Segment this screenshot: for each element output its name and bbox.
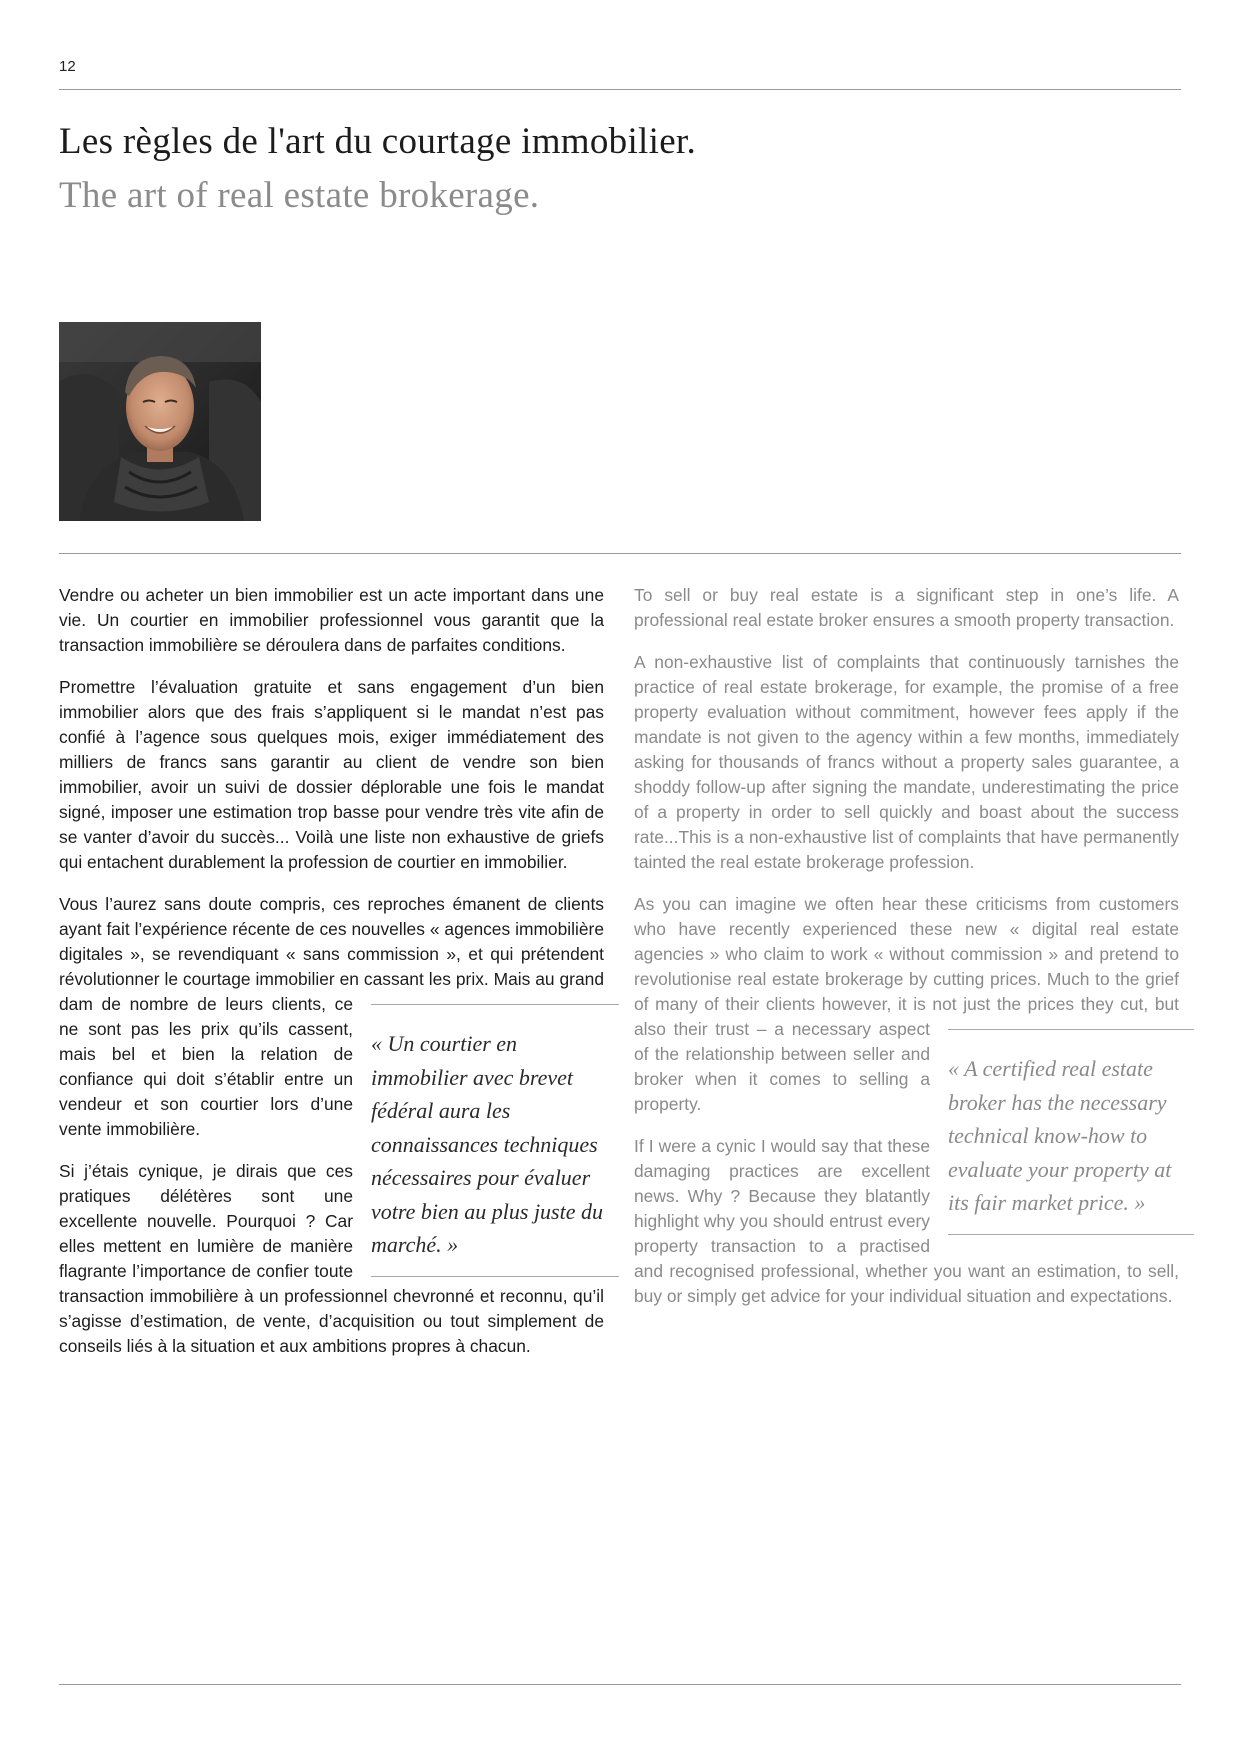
page-title-english: The art of real estate brokerage. [59, 175, 540, 216]
pull-quote-en: « A certified real estate broker has the necessary technical know-how to evaluate your property at its fair market price. » [948, 1029, 1194, 1235]
paragraph-en-3-text: As you can imagine we often hear these criticisms from customers who have recently experienced these new « digital real estate agencies » who claim to work « without commission » and pretend to revolutionise real estate brokerage by cutting prices. Much to the grief of many of their clients however, it is not just the prices [634, 894, 1179, 1014]
author-portrait-image [59, 322, 261, 521]
french-column [59, 583, 604, 1376]
paragraph-fr-3-text: Vous l’aurez sans doute compris, ces reproches émanent de clients ayant fait l’expérience récente de ces nouvelles « agences immobilière digitales », se revendiquant « sans commission », et qui prétendent révolutionner le courtage immobilier en cassant les prix. Mais au grand dam de nombre de [59, 894, 604, 1014]
pull-quote-fr: « Un courtier en immobilier avec brevet fédéral aura les connaissances techniques nécessaires pour évaluer votre bien au plus juste du marché. » [371, 1004, 619, 1277]
paragraph-fr-4-text: Si j’étais cynique, je dirais que ces pratiques délétères sont une excellente nouvelle. Pourquoi ? Car elles mettent en lumière de manière flagrante l’importance de confier toute transaction immobilière à un professionnel chevronné et reconnu, qu’il s’agisse d’estimation, de vente, d’acquisition ou tout simplement de conseils liés à la situation et aux ambitions propres à chacun. [59, 1161, 604, 1356]
footer-divider [59, 1684, 1181, 1685]
paragraph-en-2: A non-exhaustive list of complaints that continuously tarnishes the practice of real estate brokerage, for example, the promise of a free property evaluation without commitment, however fees apply if the mandate is not given to the agency within a few months, immediately asking for thousands of francs without a property sales guarantee, a shoddy follow-up after signing the mandate, underestimating the price of a property in order to sell quickly and boast about the success rate...This is a non-exhaustive list of complaints that have permanently tainted the real estate brokerage profession. [634, 652, 1179, 872]
intro-paragraph-en: To sell or buy real estate is a significant step in one’s life. A professional real estate broker ensures a smooth property transaction. [634, 585, 1179, 630]
paragraph-en-4: If I were a cynic I would say that these damaging practices are excellent news. Why ? Because they blatantly highlight why you should entrust every property transaction to a practised and recognised professional, whether you want an estimation, to sell, buy or simply get advice for your individual situation and expectations. [634, 1136, 1179, 1306]
paragraph-en-3 [634, 892, 1179, 1215]
author-portrait [59, 322, 261, 521]
header-divider [59, 89, 1181, 90]
paragraph-continuation: they cut, but also their trust – a necessary aspect of the relationship between seller and broker when it comes to selling a property. [634, 994, 1179, 1114]
section-divider [59, 553, 1181, 554]
paragraph-continuation: leurs clients, ce ne sont pas les prix qu’ils cassent, mais bel et bien la relation de confiance qui doit s’établir entre un vendeur et son courtier lors d’une vente immobilière. [59, 994, 354, 1139]
intro-paragraph-fr: Vendre ou acheter un bien immobilier est un acte important dans une vie. Un courtier en immobilier professionnel vous garantit que la transaction immobilière se déroulera dans de parfaites conditions. [59, 585, 604, 655]
page-title-french: Les règles de l'art du courtage immobilier. [59, 121, 697, 162]
paragraph-fr-2: Promettre l’évaluation gratuite et sans engagement d’un bien immobilier alors que des frais s’appliquent si le mandat n’est pas confié à l’agence sous quelques mois, exiger immédiatement des milliers de francs sans garantir au client de vendre son bien immobilier, avoir un suivi de dossier déplorable une fois le mandat signé, imposer une estimation trop basse pour vendre très vite afin de se vanter d’avoir du succès... Voilà une liste non exhaustive de griefs qui entachent durablement la profession de courtier en immobilier. [59, 677, 604, 872]
page-number: 12 [59, 58, 76, 75]
english-column [634, 583, 1179, 1326]
paragraph-fr-3 [59, 892, 604, 1257]
